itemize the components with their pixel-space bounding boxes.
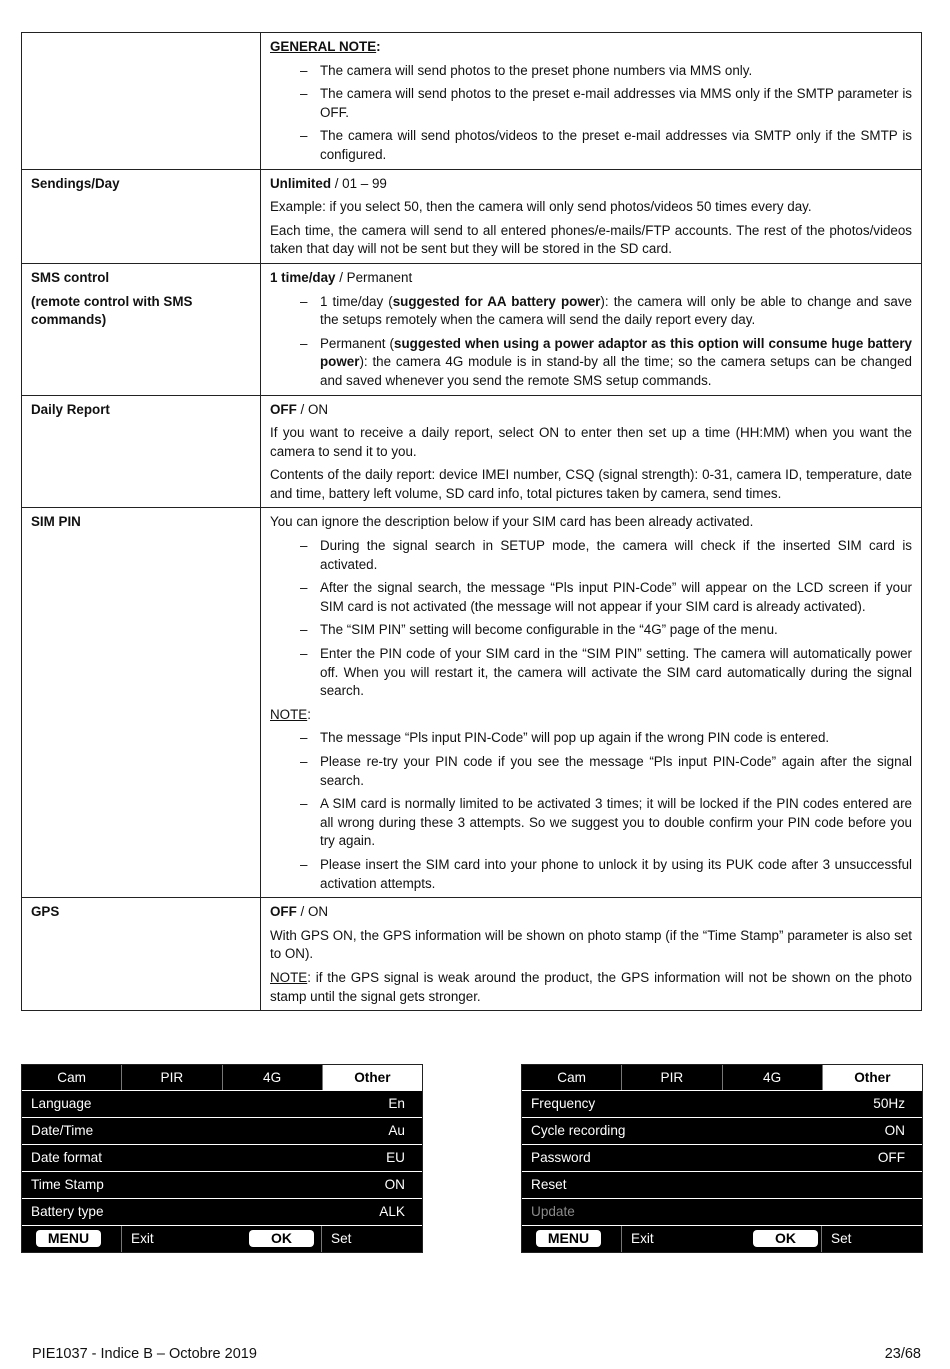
table-row — [22, 395, 922, 508]
bullet-item — [270, 127, 912, 164]
table-row — [22, 508, 922, 898]
ok-key-action: Set — [331, 1231, 352, 1246]
setting-description-cell — [261, 898, 922, 1011]
paragraph — [270, 38, 912, 57]
tab-cam: Cam — [22, 1065, 122, 1090]
dash-bullet: – — [300, 796, 308, 812]
bullet-item — [270, 795, 912, 851]
text-segment: / ON — [296, 401, 329, 417]
paragraph — [270, 198, 912, 217]
menu-item — [22, 1090, 422, 1117]
menu-item — [22, 1144, 422, 1171]
menu-item-value: Au — [388, 1123, 405, 1138]
menu-key-action: Exit — [631, 1231, 654, 1246]
menu-footer — [22, 1225, 422, 1252]
divider — [821, 1226, 822, 1252]
setting-name: Daily Report — [31, 401, 110, 417]
text-segment: During the signal search in SETUP mode, the camera will check if the inserted SIM card is activated. — [320, 538, 912, 572]
text-segment: Enter the PIN code of your SIM card in the “SIM PIN” setting. The camera will automatically power off. When you will restart it, the camera will activate the SIM card automatically during the signal search. — [320, 646, 912, 699]
paragraph — [270, 969, 912, 1006]
setting-name: GPS — [31, 904, 60, 920]
setting-name-cell — [22, 395, 261, 508]
dash-bullet: – — [300, 538, 308, 554]
setting-name: SIM PIN — [31, 514, 81, 530]
tab-other: Other — [823, 1065, 922, 1090]
setting-description-cell — [261, 395, 922, 508]
tab-pir: PIR — [622, 1065, 722, 1090]
text-segment: / 01 – 99 — [331, 175, 387, 191]
text-segment: A SIM card is normally limited to be activated 3 times; it will be locked if the PIN codes entered are all wrong during these 3 attempts. So we suggest you to double confirm your PIN code before you try again. — [320, 796, 912, 849]
text-segment: ): the camera 4G module is in stand-by all the time; so the camera setups can be changed and saved whenever you send the remote SMS setup commands. — [320, 354, 912, 388]
menu-item-value: EU — [386, 1150, 405, 1165]
table-row — [22, 263, 922, 395]
text-segment: Please insert the SIM card into your phone to unlock it by using its PUK code after 3 unsuccessful activation attempts. — [320, 856, 912, 891]
text-segment: With GPS ON, the GPS information will be shown on photo stamp (if the “Time Stamp” parameter is also set to ON). — [270, 927, 912, 962]
menu-item-value: ON — [384, 1177, 405, 1192]
tab-cam: Cam — [522, 1065, 622, 1090]
paragraph — [270, 222, 912, 259]
menu-item-label: Password — [531, 1150, 591, 1165]
dash-bullet: – — [300, 62, 308, 78]
paragraph — [270, 424, 912, 461]
menu-item-label: Time Stamp — [31, 1177, 104, 1192]
paragraph — [270, 401, 912, 420]
menu-tabs — [522, 1065, 922, 1090]
menu-item-label: Update — [531, 1204, 575, 1219]
menu-screen-right — [521, 1064, 923, 1253]
tab-4g: 4G — [223, 1065, 323, 1090]
dash-bullet: – — [300, 856, 308, 872]
paragraph — [270, 927, 912, 964]
text-segment: Permanent ( — [320, 335, 395, 351]
setting-name: SMS control — [31, 269, 110, 285]
dash-bullet: – — [300, 580, 308, 596]
menu-item-label: Frequency — [531, 1096, 596, 1111]
bullet-item — [270, 62, 912, 81]
text-segment: The message “Pls input PIN-Code” will pop up again if the wrong PIN code is entered. — [320, 730, 830, 746]
menu-footer — [522, 1225, 922, 1252]
text-segment: : if the GPS signal is weak around the product, the GPS information will not be shown on the photo stamp until the signal gets stronger. — [270, 969, 912, 1004]
footer-page-number: 23/68 — [884, 1346, 921, 1362]
option-default: 1 time/day — [270, 269, 336, 285]
menu-item — [522, 1198, 922, 1225]
menu-key-action: Exit — [131, 1231, 154, 1246]
divider — [121, 1226, 122, 1252]
table-row — [22, 169, 922, 263]
option-default: OFF — [270, 904, 297, 920]
setting-description-cell — [261, 169, 922, 263]
bullet-item — [270, 293, 912, 330]
menu-item-label: Reset — [531, 1177, 567, 1192]
text-suffix: : — [307, 706, 311, 722]
dash-bullet: – — [300, 622, 308, 638]
text-segment: NOTE — [270, 706, 308, 722]
text-segment: The camera will send photos to the preset e-mail addresses via MMS only if the SMTP parameter is OFF. — [320, 86, 912, 120]
bullet-item — [270, 579, 912, 616]
setting-name-cell — [22, 33, 261, 170]
bullet-item — [270, 753, 912, 790]
paragraph — [270, 706, 912, 725]
dash-bullet: – — [300, 335, 308, 351]
table-row — [22, 898, 922, 1011]
menu-item-label: Date format — [31, 1150, 103, 1165]
tab-other: Other — [323, 1065, 422, 1090]
menu-item — [522, 1090, 922, 1117]
text-segment: Please re-try your PIN code if you see the message “Pls input PIN-Code” again after the signal search. — [320, 754, 912, 788]
divider — [321, 1226, 322, 1252]
setting-name-cell — [22, 508, 261, 898]
menu-tabs — [22, 1065, 422, 1090]
menu-item — [522, 1144, 922, 1171]
menu-key-icon: MENU — [536, 1230, 601, 1247]
menu-item — [22, 1117, 422, 1144]
setting-name-cell — [22, 263, 261, 395]
divider — [621, 1226, 622, 1252]
dash-bullet: – — [300, 128, 308, 144]
text-segment: ): the camera will only be able to change and save the setups remotely when the camera will send the daily report every day. — [320, 293, 912, 328]
dash-bullet: – — [300, 754, 308, 769]
bullet-item — [270, 621, 912, 640]
table-row — [22, 33, 922, 170]
paragraph — [270, 903, 912, 922]
text-segment: 1 time/day ( — [320, 293, 393, 309]
menu-item-label: Cycle recording — [531, 1123, 626, 1138]
tab-pir: PIR — [122, 1065, 222, 1090]
bullet-item — [270, 729, 912, 748]
menu-item — [22, 1171, 422, 1198]
ok-key-action: Set — [831, 1231, 852, 1246]
menu-item-value: OFF — [877, 1150, 905, 1165]
text-segment: / ON — [296, 904, 329, 920]
option-default: OFF — [270, 401, 297, 417]
settings-table — [21, 32, 922, 1011]
text-suffix: : — [376, 39, 381, 54]
bold-segment: suggested for AA battery power — [392, 293, 601, 309]
menu-item — [522, 1117, 922, 1144]
setting-name-cell — [22, 898, 261, 1011]
dash-bullet: – — [300, 293, 308, 309]
text-segment: The “SIM PIN” setting will become configurable in the “4G” page of the menu. — [320, 622, 778, 638]
setting-description-cell — [261, 33, 922, 170]
menu-screen-left — [21, 1064, 423, 1253]
dash-bullet: – — [300, 646, 308, 662]
bullet-item — [270, 856, 912, 893]
ok-key-icon: OK — [753, 1230, 818, 1247]
text-segment: If you want to receive a daily report, select ON to enter then set up a time (HH:MM) when you want the camera to send it to you. — [270, 425, 912, 459]
setting-description-cell — [261, 263, 922, 395]
ok-key-icon: OK — [249, 1230, 314, 1247]
dash-bullet: – — [300, 86, 308, 102]
menu-item — [22, 1198, 422, 1225]
menu-item — [522, 1171, 922, 1198]
text-segment: Contents of the daily report: device IMEI number, CSQ (signal strength): 0-31, camera ID, temperature, date and time, battery left volume, SD card info, total pictures taken by camera, send times. — [270, 467, 912, 501]
text-segment: The camera will send photos/videos to the preset e-mail addresses via SMTP only if the SMTP is configured. — [320, 128, 912, 162]
dash-bullet: – — [300, 730, 308, 746]
bullet-item — [270, 645, 912, 701]
menu-item-label: Language — [31, 1096, 92, 1111]
text-segment: You can ignore the description below if your SIM card has been already activated. — [270, 514, 754, 530]
menu-item-value: En — [388, 1096, 405, 1111]
paragraph — [270, 175, 912, 194]
menu-item-value: ON — [884, 1123, 905, 1138]
bullet-item — [270, 85, 912, 122]
paragraph — [270, 513, 912, 532]
text-segment: Each time, the camera will send to all entered phones/e-mails/FTP accounts. The rest of the photos/videos taken that day will not be sent but they will be stored in the SD card. — [270, 222, 912, 257]
text-segment: GENERAL NOTE — [270, 39, 377, 54]
menu-item-value: 50Hz — [873, 1096, 905, 1111]
note-label: NOTE — [270, 969, 308, 985]
bullet-item — [270, 537, 912, 574]
menu-item-label: Battery type — [31, 1204, 104, 1219]
setting-description-cell — [261, 508, 922, 898]
text-segment: / Permanent — [335, 269, 413, 285]
footer-doc-ref: PIE1037 - Indice B – Octobre 2019 — [32, 1346, 257, 1362]
bullet-item — [270, 335, 912, 391]
menu-item-label: Date/Time — [31, 1123, 94, 1138]
text-segment: The camera will send photos to the preset phone numbers via MMS only. — [320, 62, 753, 78]
bold-segment: suggested when using a power adaptor as this option will consume huge battery power — [320, 335, 913, 370]
paragraph — [270, 466, 912, 503]
setting-name-cell — [22, 169, 261, 263]
option-default: Unlimited — [270, 175, 332, 191]
paragraph — [270, 269, 912, 288]
menu-key-icon: MENU — [36, 1230, 101, 1247]
menu-item-value: ALK — [379, 1204, 405, 1219]
tab-4g: 4G — [723, 1065, 823, 1090]
text-segment: After the signal search, the message “Pls input PIN-Code” will appear on the LCD screen if your SIM card is not activated (the message will not appear if your SIM card is already activated). — [320, 580, 912, 614]
setting-name: Sendings/Day — [31, 175, 120, 191]
setting-name: (remote control with SMS commands) — [31, 293, 193, 328]
text-segment: Example: if you select 50, then the camera will only send photos/videos 50 times every day. — [270, 199, 812, 215]
